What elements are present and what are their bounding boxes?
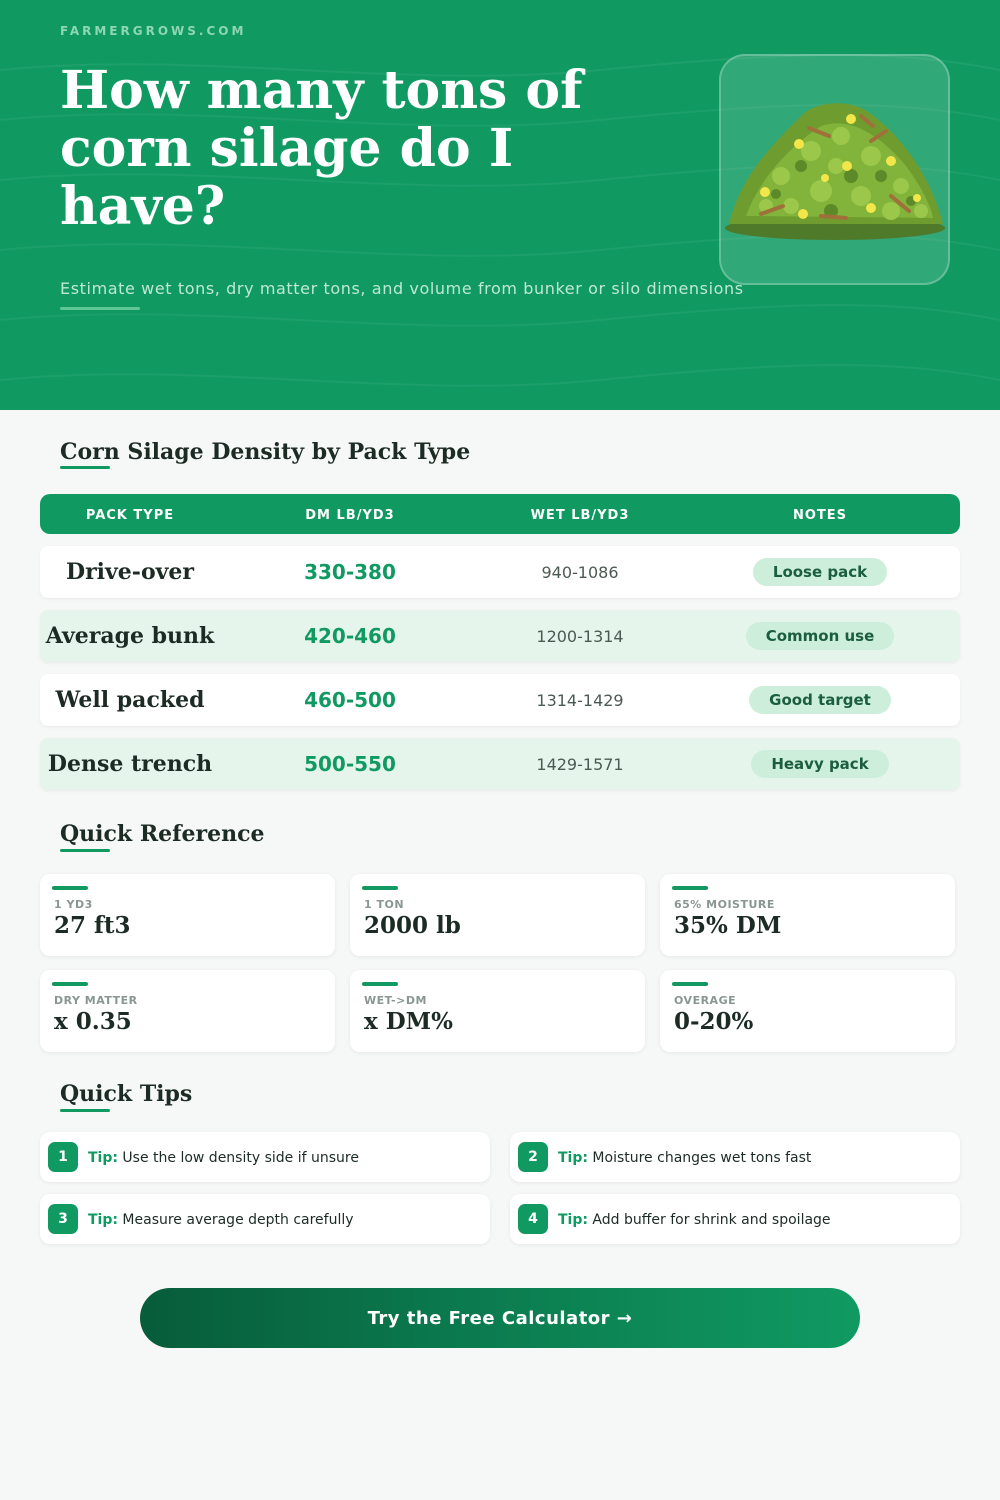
reference-value: 0-20% xyxy=(674,1008,754,1035)
reference-value: 35% DM xyxy=(674,912,782,939)
tip-number-badge: 3 xyxy=(48,1204,78,1234)
tip-number-badge: 2 xyxy=(518,1142,548,1172)
note-badge: Loose pack xyxy=(753,558,887,586)
tip-item xyxy=(40,1132,490,1182)
reference-title-underline xyxy=(60,849,110,852)
reference-label: 1 TON xyxy=(364,898,405,911)
column-header-notes: NOTES xyxy=(792,508,848,523)
card-accent-bar xyxy=(362,982,398,986)
hero-image-card xyxy=(719,54,950,285)
reference-label: DRY MATTER xyxy=(54,994,138,1007)
tip-prefix: Tip: xyxy=(88,1212,118,1228)
tip-prefix: Tip: xyxy=(88,1150,118,1166)
tip-number-badge: 4 xyxy=(518,1204,548,1234)
card-accent-bar xyxy=(672,886,708,890)
reference-card xyxy=(350,874,645,956)
reference-label: 65% MOISTURE xyxy=(674,898,775,911)
tip-body: Add buffer for shrink and spoilage xyxy=(592,1212,831,1228)
tip-prefix: Tip: xyxy=(558,1212,588,1228)
reference-label: 1 YD3 xyxy=(54,898,93,911)
tip-item xyxy=(510,1132,960,1182)
tips-title-underline xyxy=(60,1109,110,1112)
wet-density-cell: 1200-1314 xyxy=(536,626,624,646)
reference-value: 2000 lb xyxy=(364,912,461,939)
tip-item xyxy=(40,1194,490,1244)
pack-type-cell: Average bunk xyxy=(45,623,215,649)
card-accent-bar xyxy=(672,982,708,986)
silage-pile-icon xyxy=(721,56,952,287)
tip-text xyxy=(88,1194,354,1244)
reference-card xyxy=(350,970,645,1052)
page-subtitle: Estimate wet tons, dry matter tons, and volume from bunker or silo dimensions xyxy=(60,279,744,298)
density-table-header xyxy=(40,494,960,534)
reference-label: WET->DM xyxy=(364,994,427,1007)
note-badge: Good target xyxy=(749,686,891,714)
reference-card xyxy=(40,970,335,1052)
tip-number-badge: 1 xyxy=(48,1142,78,1172)
card-accent-bar xyxy=(362,886,398,890)
tip-body: Moisture changes wet tons fast xyxy=(592,1150,812,1166)
dm-density-cell: 420-460 xyxy=(304,624,396,648)
wet-density-cell: 1314-1429 xyxy=(536,690,624,710)
table-row xyxy=(40,546,960,598)
tip-item xyxy=(510,1194,960,1244)
note-badge: Common use xyxy=(746,622,895,650)
pack-type-cell: Well packed xyxy=(55,687,205,713)
table-row xyxy=(40,610,960,662)
column-header-pack-type: PACK TYPE xyxy=(85,508,175,523)
column-header-wet: WET LB/YD3 xyxy=(530,508,630,523)
reference-section-title: Quick Reference xyxy=(60,821,265,847)
dm-density-cell: 500-550 xyxy=(304,752,396,776)
tip-text xyxy=(558,1132,811,1182)
reference-card xyxy=(40,874,335,956)
page-title: How many tons of corn silage do I have? xyxy=(60,60,583,237)
card-accent-bar xyxy=(52,982,88,986)
wet-density-cell: 940-1086 xyxy=(541,562,619,582)
density-section-title: Corn Silage Density by Pack Type xyxy=(60,439,471,465)
site-name: FARMERGROWS.COM xyxy=(60,24,247,38)
tip-body: Measure average depth carefully xyxy=(122,1212,354,1228)
dm-density-cell: 460-500 xyxy=(304,688,396,712)
tip-text xyxy=(558,1194,831,1244)
tip-text xyxy=(88,1132,359,1182)
note-badge: Heavy pack xyxy=(751,750,888,778)
wet-density-cell: 1429-1571 xyxy=(536,754,624,774)
card-accent-bar xyxy=(52,886,88,890)
hero-banner xyxy=(0,0,1000,410)
table-row xyxy=(40,674,960,726)
tip-body: Use the low density side if unsure xyxy=(122,1150,359,1166)
reference-label: OVERAGE xyxy=(674,994,737,1007)
column-header-dm: DM LB/YD3 xyxy=(305,508,395,523)
subtitle-divider xyxy=(60,307,140,310)
pack-type-cell: Dense trench xyxy=(47,751,213,777)
tip-prefix: Tip: xyxy=(558,1150,588,1166)
free-calculator-button[interactable]: Try the Free Calculator → xyxy=(140,1288,860,1348)
dm-density-cell: 330-380 xyxy=(304,560,396,584)
tips-section-title: Quick Tips xyxy=(60,1081,193,1107)
density-title-underline xyxy=(60,466,110,469)
reference-value: x DM% xyxy=(364,1008,453,1035)
table-row xyxy=(40,738,960,790)
reference-value: 27 ft3 xyxy=(54,912,131,939)
pack-type-cell: Drive-over xyxy=(66,559,194,585)
reference-value: x 0.35 xyxy=(54,1008,132,1035)
reference-card xyxy=(660,874,955,956)
reference-card xyxy=(660,970,955,1052)
